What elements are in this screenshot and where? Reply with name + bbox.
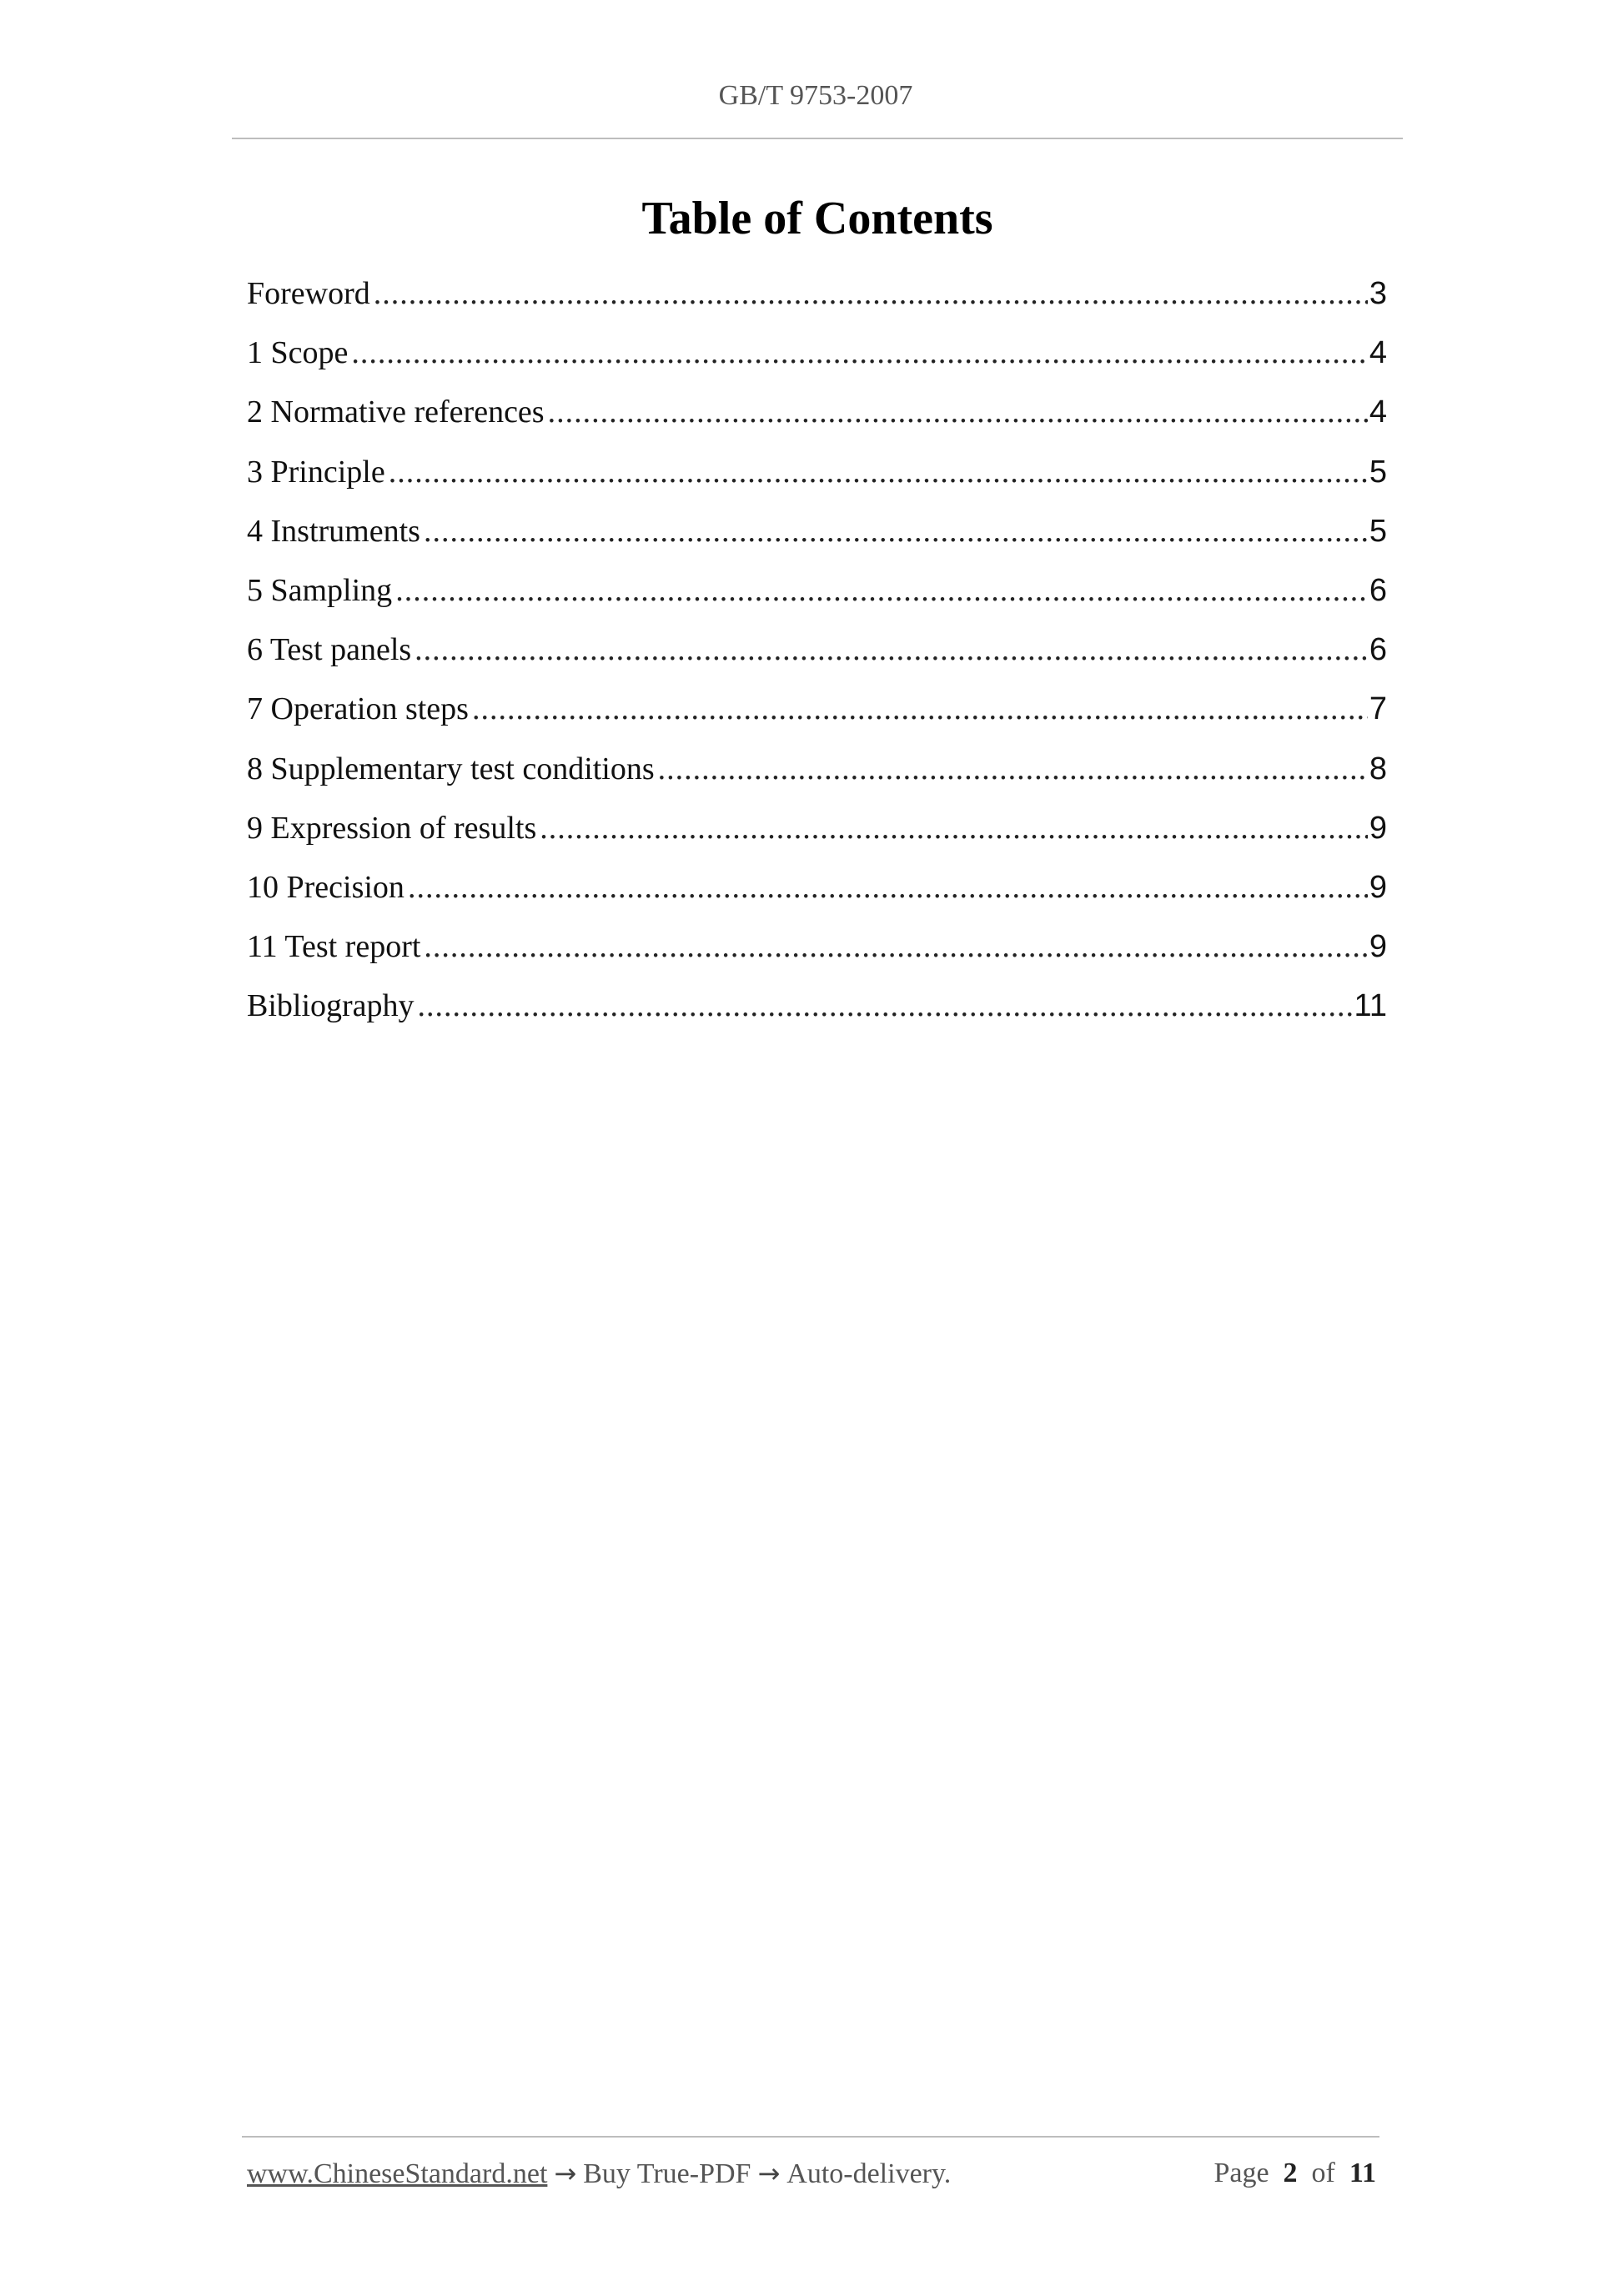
toc-entry-page: 6 xyxy=(1369,632,1387,668)
toc-entry-page: 6 xyxy=(1369,572,1387,608)
header-divider xyxy=(232,138,1403,139)
toc-entry-page: 9 xyxy=(1369,929,1387,965)
document-code-header: GB/T 9753-2007 xyxy=(718,80,913,111)
toc-entry-label: 7 Operation steps xyxy=(247,691,469,727)
toc-entry-label: 4 Instruments xyxy=(247,513,420,549)
toc-entry-page: 8 xyxy=(1369,751,1387,786)
toc-entry-test-panels[interactable] xyxy=(247,631,1387,691)
dot-leader xyxy=(424,928,1367,965)
toc-entry-precision[interactable] xyxy=(247,869,1387,928)
toc-entry-expression-of-results[interactable] xyxy=(247,810,1387,869)
dot-leader xyxy=(548,394,1368,430)
auto-delivery-text: Auto-delivery. xyxy=(786,2158,952,2189)
toc-entry-operation-steps[interactable] xyxy=(247,691,1387,750)
toc-entry-bibliography[interactable] xyxy=(247,987,1387,1047)
toc-entry-label: Foreword xyxy=(247,276,370,311)
table-of-contents xyxy=(247,275,1387,1047)
toc-entry-label: 8 Supplementary test conditions xyxy=(247,751,655,786)
dot-leader xyxy=(395,572,1368,609)
toc-entry-scope[interactable] xyxy=(247,334,1387,394)
toc-entry-page: 5 xyxy=(1369,513,1387,549)
toc-entry-foreword[interactable] xyxy=(247,275,1387,334)
toc-entry-label: 5 Sampling xyxy=(247,572,393,608)
dot-leader xyxy=(408,869,1368,906)
toc-entry-page: 3 xyxy=(1369,276,1387,311)
site-link[interactable]: www.ChineseStandard.net xyxy=(247,2158,548,2189)
toc-entry-label: 2 Normative references xyxy=(247,394,545,430)
dot-leader xyxy=(472,691,1368,727)
dot-leader xyxy=(418,987,1353,1024)
toc-entry-label: Bibliography xyxy=(247,988,415,1024)
toc-entry-page: 9 xyxy=(1369,810,1387,846)
footer-divider xyxy=(242,2136,1379,2138)
toc-entry-page: 9 xyxy=(1369,869,1387,905)
toc-entry-label: 11 Test report xyxy=(247,929,421,965)
toc-entry-principle[interactable] xyxy=(247,454,1387,513)
toc-entry-label: 6 Test panels xyxy=(247,632,412,668)
dot-leader xyxy=(424,513,1368,550)
dot-leader xyxy=(389,454,1368,490)
page-word: Page xyxy=(1213,2158,1269,2188)
of-word: of xyxy=(1311,2158,1335,2188)
toc-entry-label: 9 Expression of results xyxy=(247,810,537,846)
toc-entry-label: 3 Principle xyxy=(247,454,385,490)
toc-entry-page: 4 xyxy=(1369,335,1387,371)
toc-entry-page: 7 xyxy=(1369,691,1387,727)
toc-entry-page: 5 xyxy=(1369,454,1387,490)
toc-entry-sampling[interactable] xyxy=(247,572,1387,631)
dot-leader xyxy=(374,275,1368,312)
page-title: Table of Contents xyxy=(641,193,993,244)
toc-entry-page: 4 xyxy=(1369,394,1387,430)
arrow-right-icon: → xyxy=(554,2158,577,2189)
toc-entry-label: 1 Scope xyxy=(247,335,349,371)
toc-entry-label: 10 Precision xyxy=(247,869,404,905)
page-current: 2 xyxy=(1283,2158,1298,2188)
toc-entry-supplementary-test-conditions[interactable] xyxy=(247,751,1387,810)
footer-promo xyxy=(247,2158,951,2190)
page-number xyxy=(1213,2158,1376,2189)
dot-leader xyxy=(540,810,1368,847)
dot-leader xyxy=(658,751,1368,787)
buy-true-pdf-text: Buy True-PDF xyxy=(583,2158,751,2189)
page-total: 11 xyxy=(1349,2158,1376,2188)
arrow-right-icon: → xyxy=(757,2158,781,2189)
dot-leader xyxy=(415,631,1368,668)
toc-entry-page: 11 xyxy=(1354,988,1387,1024)
toc-entry-test-report[interactable] xyxy=(247,928,1387,987)
toc-entry-normative-references[interactable] xyxy=(247,394,1387,453)
toc-entry-instruments[interactable] xyxy=(247,513,1387,572)
dot-leader xyxy=(351,334,1367,371)
